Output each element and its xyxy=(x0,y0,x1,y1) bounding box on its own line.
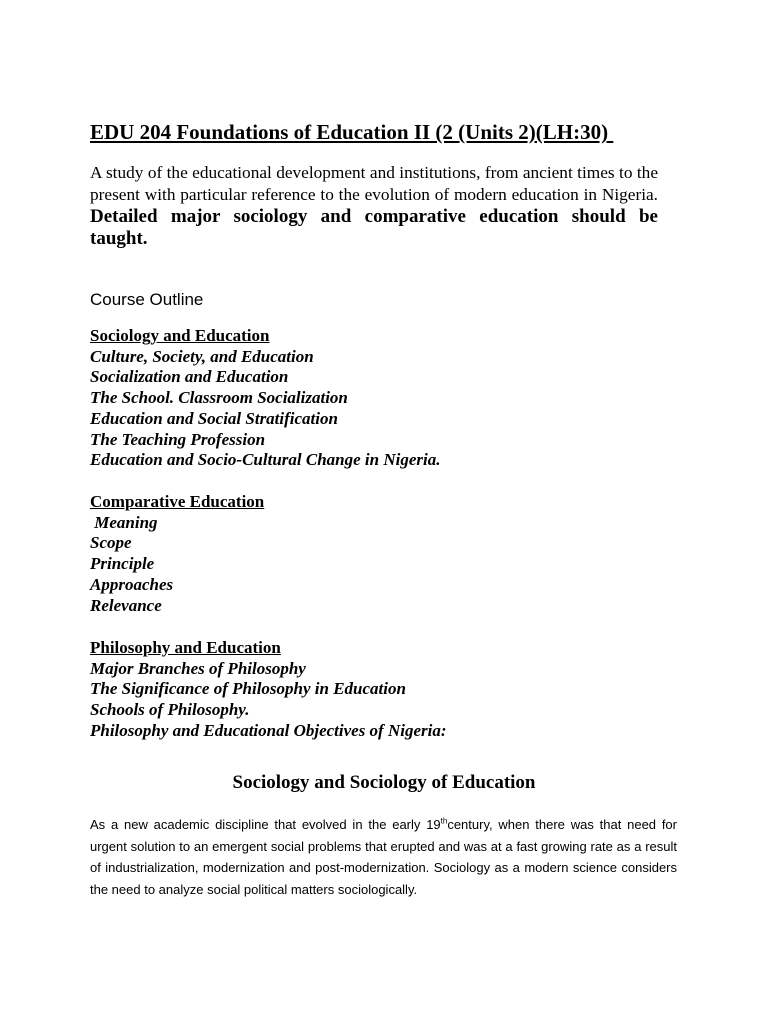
outline-item: Culture, Society, and Education xyxy=(90,346,314,366)
course-description-emphasis: Detailed major sociology and comparative education should be taught. xyxy=(90,206,658,249)
section-heading: Philosophy and Education xyxy=(90,638,281,657)
outline-item: The Significance of Philosophy in Education xyxy=(90,679,406,699)
section-heading: Comparative Education xyxy=(90,492,265,511)
outline-item: Major Branches of Philosophy xyxy=(90,658,306,678)
ordinal-superscript: th xyxy=(440,816,448,826)
outline-item: Schools of Philosophy. xyxy=(90,700,250,720)
outline-item: Approaches xyxy=(90,574,174,594)
outline-item: Socialization and Education xyxy=(90,367,289,387)
outline-item: Scope xyxy=(90,533,132,553)
outline-item: The School. Classroom Socialization xyxy=(90,388,348,408)
section-comparative-education xyxy=(90,492,590,616)
outline-item: Philosophy and Educational Objectives of Nigeria: xyxy=(90,720,447,740)
outline-item: The Teaching Profession xyxy=(90,429,266,449)
sociology-paragraph xyxy=(90,814,677,901)
outline-item: Relevance xyxy=(90,595,162,615)
section-heading: Sociology and Education xyxy=(90,326,270,345)
paragraph-text-start: As a new academic discipline that evolved in the early 19 xyxy=(90,817,441,832)
course-description xyxy=(90,162,658,250)
course-description-text: A study of the educational development and institutions, from ancient times to the present with particular reference to the evolution of modern education in Nigeria. xyxy=(90,163,658,204)
section-philosophy-education xyxy=(90,638,590,742)
course-title: EDU 204 Foundations of Education II (2 (Units 2)(LH:30) xyxy=(90,120,614,144)
paragraph-text-rest: century, when there was that need for urgent solution to an emergent social problems that erupted and was at a fast growing rate as a result of industrialization, modernization and post-modernization. Sociology as a modern science considers the need to analyze social political matters sociologically. xyxy=(90,817,677,898)
outline-item: Principle xyxy=(90,554,155,574)
outline-item: Meaning xyxy=(90,512,158,532)
outline-item: Education and Socio-Cultural Change in Nigeria. xyxy=(90,450,441,470)
sociology-subheading: Sociology and Sociology of Education xyxy=(232,772,536,793)
course-outline-heading: Course Outline xyxy=(90,290,204,309)
section-sociology-education xyxy=(90,326,590,471)
outline-item: Education and Social Stratification xyxy=(90,408,338,428)
